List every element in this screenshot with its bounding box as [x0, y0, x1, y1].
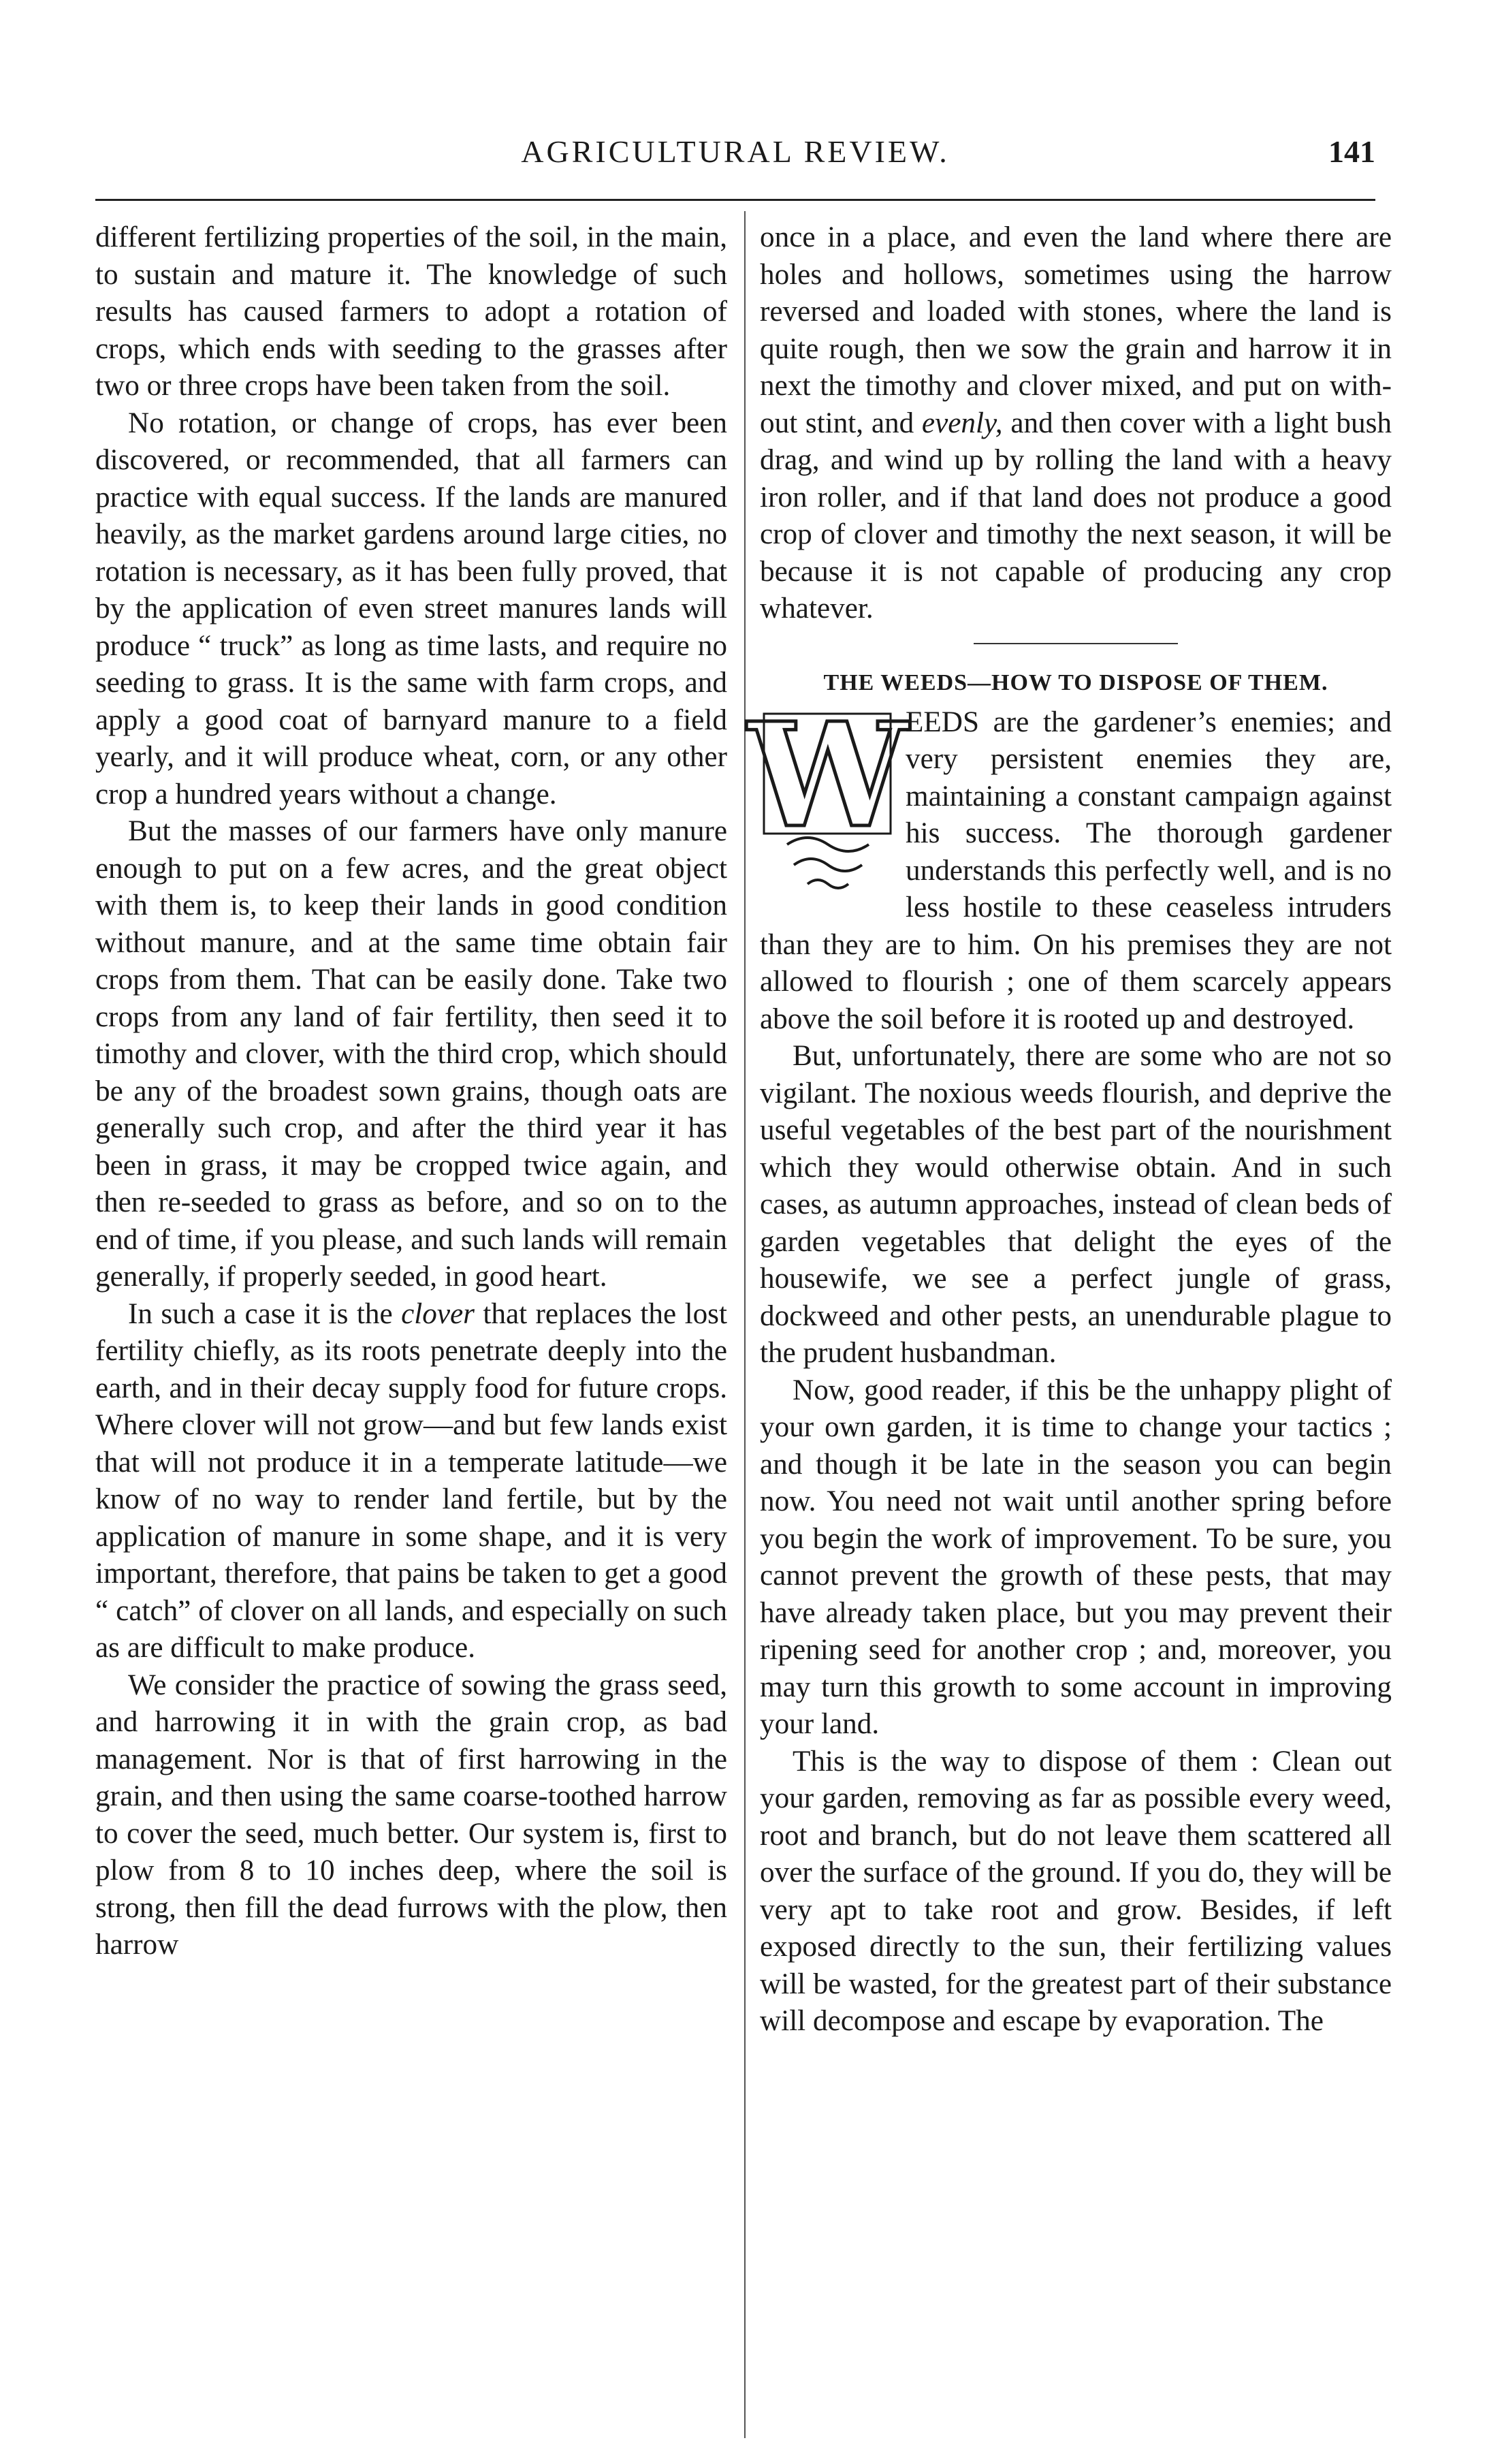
paragraph: But the masses of our farmers have only manure enough to put on a few acres, and the great object with them is, to keep their lands in good condition without manure, and at the same time obtain fair crops from them. That can be easily done. Take two crops from any land of fair fertility, then seed it to timothy and clover, with the third crop, which should be any of the broadest sown grains, though oats are generally such crop, and after the third year it has been in grass, it may be cropped twice again, and then re-seeded to grass as before, and so on to the end of time, if you please, and such lands will remain generally, if properly seeded, in good heart. — [95, 815, 727, 1293]
drop-cap-letter: W — [748, 691, 908, 859]
left-column — [95, 219, 727, 1964]
text-run: that replaces the lost fertility chiefly, as its roots penetrate deeply into the earth, and in their decay supply food for future crops. Where clover will not grow—and but few lands exist that will not produce it in a temperate latitude—we know of no way to render land fertile, but by the application of manure in some shape, and it is very important, therefore, that pains be taken to get a good “ catch” of clover on all lands, and especially on such as are difficult to make produce. — [95, 1297, 727, 1664]
page-number: 141 — [1328, 134, 1375, 169]
text-run: In such a case it is the — [128, 1297, 402, 1330]
text-run: once in a place, and even the land where there are holes and hollows, sometimes using the harrow reversed and loaded with stones, where the land is quite rough, then we sow the grain and harrow it in next the timothy and clover mixed, and put on without stint, and — [760, 221, 1392, 439]
paragraph: We consider the practice of sowing the grass seed, and harrowing it in with the grain crop, as bad management. Nor is that of first harrowing in the grain, and then using the same coarse-toothed harrow to cover the seed, much better. Our system is, first to plow from 8 to 10 inches deep, where the soil is strong, then fill the dead furrows with the plow, then harrow — [95, 1669, 727, 1961]
paragraph: No rotation, or change of crops, has ever been discovered, or recommended, that all farmers can practice with equal success. If the lands are manured heavily, as the market gardens around large cities, no rotation is necessary, as it has been fully proved, that by the application of even street manures lands will produce “ truck” as long as time lasts, and require no seeding to grass. It is the same with farm crops, and apply a good coat of barnyard manure to a field yearly, and it will produce wheat, corn, or any other crop a hundred years without a change. — [95, 407, 727, 810]
paragraph: different fertilizing properties of the soil, in the main, to sustain and mature it. The knowledge of such results has caused farmers to adopt a rotation of crops, which ends with seeding to the grasses after two or three crops have been taken from the soil. — [95, 221, 727, 402]
text-run: EEDS are the gardener’s enemies; and very persistent enemies they are, maintaining a constant campaign against his success. The thorough gardener understands this perfectly well, and is no less hostile to these ceaseless intruders than they are to him. On his premises they are not allowed to flourish ; one of them scarcely appears above the soil before it is rooted up and destroyed. — [760, 706, 1392, 1035]
column-divider — [744, 211, 746, 2438]
lead-paragraph — [748, 691, 1392, 1039]
section-rule — [974, 643, 1178, 644]
running-head — [95, 133, 1375, 181]
emphasis-text: clover — [401, 1297, 475, 1330]
paragraph — [95, 1296, 727, 1667]
section-heading: THE WEEDS—HOW TO DISPOSE OF THEM. — [823, 669, 1328, 695]
paragraph — [760, 219, 1392, 628]
right-column — [748, 219, 1392, 2040]
paragraph: But, unfortunately, there are some who are not so vigilant. The noxious weeds flourish, and deprive the useful vegetables of the best part of the nourishment which they would otherwise obtain. And in such cases, as autumn approaches, instead of clean beds of garden vegetables that delight the eyes of the housewife, we see a perfect jungle of grass, dockweed and other pests, an unendurable plague to the prudent husbandman. — [760, 1040, 1392, 1369]
emphasis-text: evenly, — [921, 407, 1003, 439]
running-title: AGRICULTURAL REVIEW. — [521, 134, 950, 169]
header-rule — [95, 199, 1375, 201]
paragraph: This is the way to dispose of them : Clean out your garden, removing as far as possible every weed, root and branch, but do not leave them scattered all over the surface of the ground. If you do, they will be very apt to take root and grow. Besides, if left exposed directly to the sun, their fertilizing values will be wasted, for the greatest part of their substance will decompose and escape by evaporation. The — [760, 1745, 1392, 2037]
ornamental-drop-cap — [748, 691, 908, 892]
paragraph: Now, good reader, if this be the unhappy plight of your own garden, it is time to change your tactics ; and though it be late in the season you can begin now. You need not wait until another spring before you begin the work of improvement. To be sure, you cannot prevent the growth of these pests, that may have already taken place, but you may prevent their ripening seed for another crop ; and, moreover, you may turn this growth to some account in improving your land. — [760, 1374, 1392, 1740]
text-run: and then cover with a light bush drag, and wind up by rolling the land with a heavy iron roller, and if that land does not produce a good crop of clover and timothy the next season, it will be because it is not capable of producing any crop whatever. — [760, 407, 1392, 625]
